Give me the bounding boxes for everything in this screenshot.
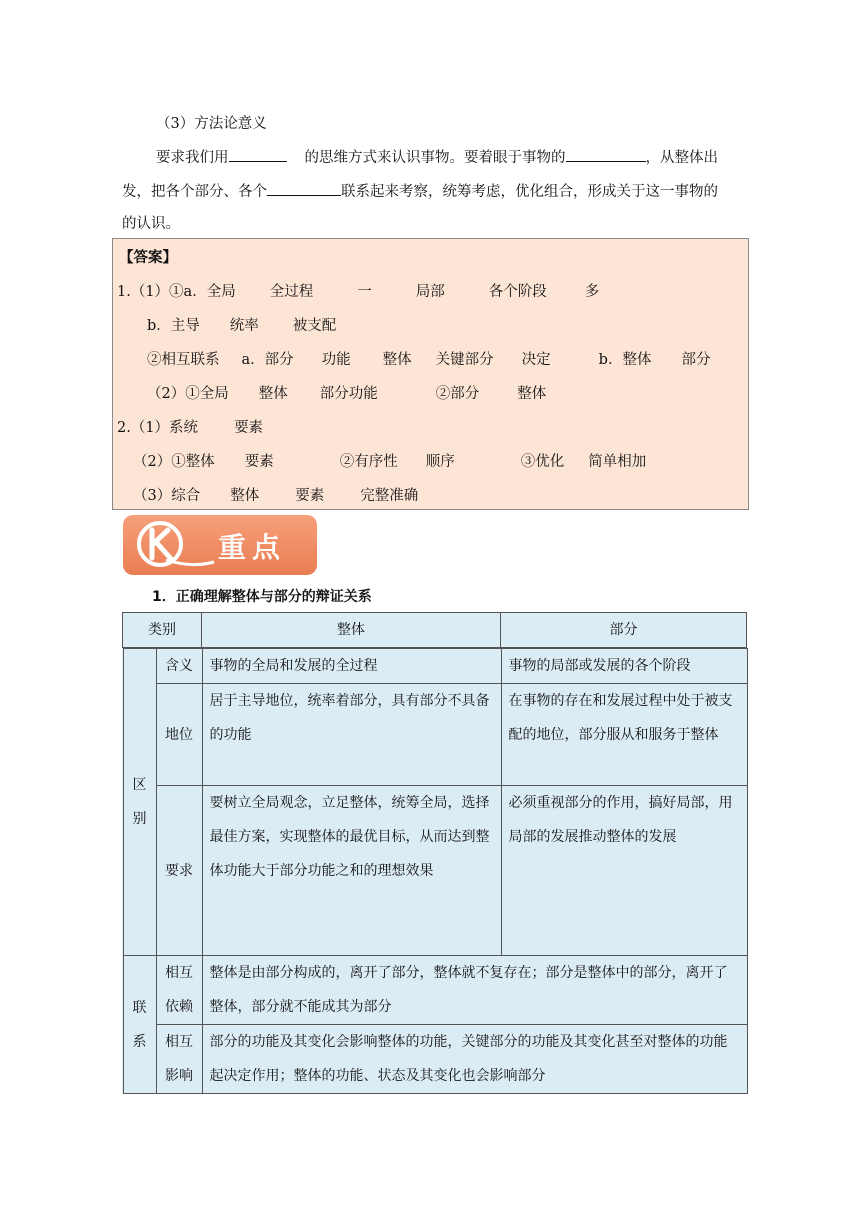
table-header-row: [123, 613, 747, 648]
answer-item: 2.（1）系统: [117, 420, 199, 436]
group-differences: [123, 649, 156, 956]
diff-subtable: [123, 648, 748, 1094]
header-part: 部分: [501, 613, 747, 648]
row-label-meaning: 含义: [156, 649, 202, 684]
answer-item: b．主导: [147, 318, 200, 334]
answer-title: 【答案】: [119, 249, 177, 266]
fill-blank[interactable]: [229, 147, 287, 162]
answer-item: 整体: [258, 386, 288, 402]
answer-item: 被支配: [292, 318, 337, 334]
label-line: 影响: [165, 1068, 193, 1084]
table-row-differences: [123, 648, 747, 1095]
answer-row-4: [147, 384, 546, 404]
para-text: 要求我们用: [156, 150, 229, 166]
group-char: 区: [132, 777, 147, 793]
answer-item: 各个阶段: [488, 284, 547, 300]
header-whole: 整体: [202, 613, 501, 648]
requirement-whole: [202, 786, 501, 956]
badge-text: 重点: [218, 531, 287, 564]
answer-row-6: [133, 452, 646, 472]
answer-box: [112, 238, 749, 510]
answer-item: 整体: [517, 386, 547, 402]
answer-item: ②部分: [435, 386, 480, 402]
answer-item: 统率: [229, 318, 259, 334]
label-line: 相互: [165, 1034, 193, 1050]
row-label-status: 地位: [156, 684, 202, 786]
answer-item: （2）①整体: [133, 454, 215, 470]
answer-item: 顺序: [425, 454, 455, 470]
row-label-interdependence: [156, 956, 202, 1025]
key-point-badge: [122, 514, 318, 576]
answer-item: 要素: [234, 420, 264, 436]
answer-item: 功能: [321, 352, 351, 368]
answer-item: 一: [357, 284, 372, 300]
whole-part-table: [122, 612, 747, 1094]
label-line: 相互: [165, 965, 193, 981]
row-label-requirement: 要求: [156, 786, 202, 956]
interaction-text: 部分的功能及其变化会影响整体的功能，关键部分的功能及其变化甚至对整体的功能起决定作用；整体的功能、状态及其变化也会影响部分: [202, 1025, 747, 1094]
answer-item: 多: [584, 284, 600, 300]
group-char: 联: [132, 999, 147, 1016]
answer-item: ②有序性: [339, 454, 398, 470]
meaning-whole: 事物的全局和发展的全过程: [202, 649, 501, 684]
answer-item: 局部: [415, 284, 445, 300]
fill-blank[interactable]: [267, 181, 341, 196]
answer-item: 整体: [230, 488, 260, 504]
para-text: 联系起来考察，统筹考虑，优化组合，形成关于这一事物的: [341, 184, 718, 200]
answer-item: 全过程: [269, 284, 314, 300]
requirement-whole-line: 要树立全局观念，立足整体，统筹全局，选择: [209, 795, 490, 811]
para-text: ，从整体出: [645, 150, 718, 166]
answer-row-2: [147, 316, 336, 336]
answer-item: 整体: [382, 352, 412, 368]
answer-item: b．整体: [598, 352, 652, 368]
answer-item: 决定: [521, 352, 551, 368]
method-heading: （3）方法论意义: [156, 116, 267, 132]
group-char: 系: [132, 1033, 147, 1050]
answer-row-7: [133, 486, 418, 506]
group-char: 别: [132, 811, 147, 827]
paragraph-line-1: [156, 146, 718, 167]
answer-item: （3）综合: [133, 488, 201, 504]
answer-item: 部分功能: [319, 386, 378, 402]
requirement-part: 必须重视部分的作用，搞好局部，用局部的发展推动整体的发展: [501, 786, 747, 956]
meaning-part: 事物的局部或发展的各个阶段: [501, 649, 747, 684]
answer-item: 简单相加: [588, 454, 647, 470]
label-line: 依赖: [165, 999, 193, 1015]
answer-item: a．部分: [241, 352, 294, 368]
requirement-whole-line: 最佳方案，实现整体的最优目标，从而达到整: [209, 829, 490, 845]
interdependence-text: 整体是由部分构成的，离开了部分，整体就不复存在；部分是整体中的部分，离开了整体，部分就不能成其为部分: [202, 956, 747, 1025]
fill-blank[interactable]: [566, 147, 646, 162]
answer-item: 要素: [295, 488, 325, 504]
answer-item: 1.（1）①a．全局: [117, 284, 236, 300]
answer-item: 关键部分: [435, 352, 494, 368]
paragraph-line-3: 的认识。: [122, 216, 180, 232]
answer-item: ③优化: [520, 454, 565, 470]
paragraph-line-2: [122, 180, 718, 201]
answer-row-1: [117, 282, 599, 302]
section-title: 1．正确理解整体与部分的辩证关系: [152, 589, 372, 605]
row-label-interaction: [156, 1025, 202, 1094]
answer-item: ②相互联系: [147, 352, 220, 368]
answer-item: 完整准确: [360, 488, 419, 504]
requirement-whole-line: 体功能大于部分功能之和的理想效果: [209, 863, 434, 879]
answer-row-3: [147, 350, 710, 370]
answer-row-5: [117, 418, 263, 438]
para-text: 的思维方式来认识事物。要着眼于事物的: [304, 150, 566, 166]
para-text: 发，把各个部分、各个: [122, 184, 267, 200]
answer-item: 部分: [681, 352, 711, 368]
status-part: 在事物的存在和发展过程中处于被支配的地位，部分服从和服务于整体: [501, 684, 747, 786]
answer-item: 要素: [244, 454, 274, 470]
group-connections: [123, 956, 156, 1094]
status-whole: 居于主导地位，统率着部分，具有部分不具备的功能: [202, 684, 501, 786]
answer-item: （2）①全局: [147, 386, 229, 402]
header-category: 类别: [123, 613, 202, 648]
